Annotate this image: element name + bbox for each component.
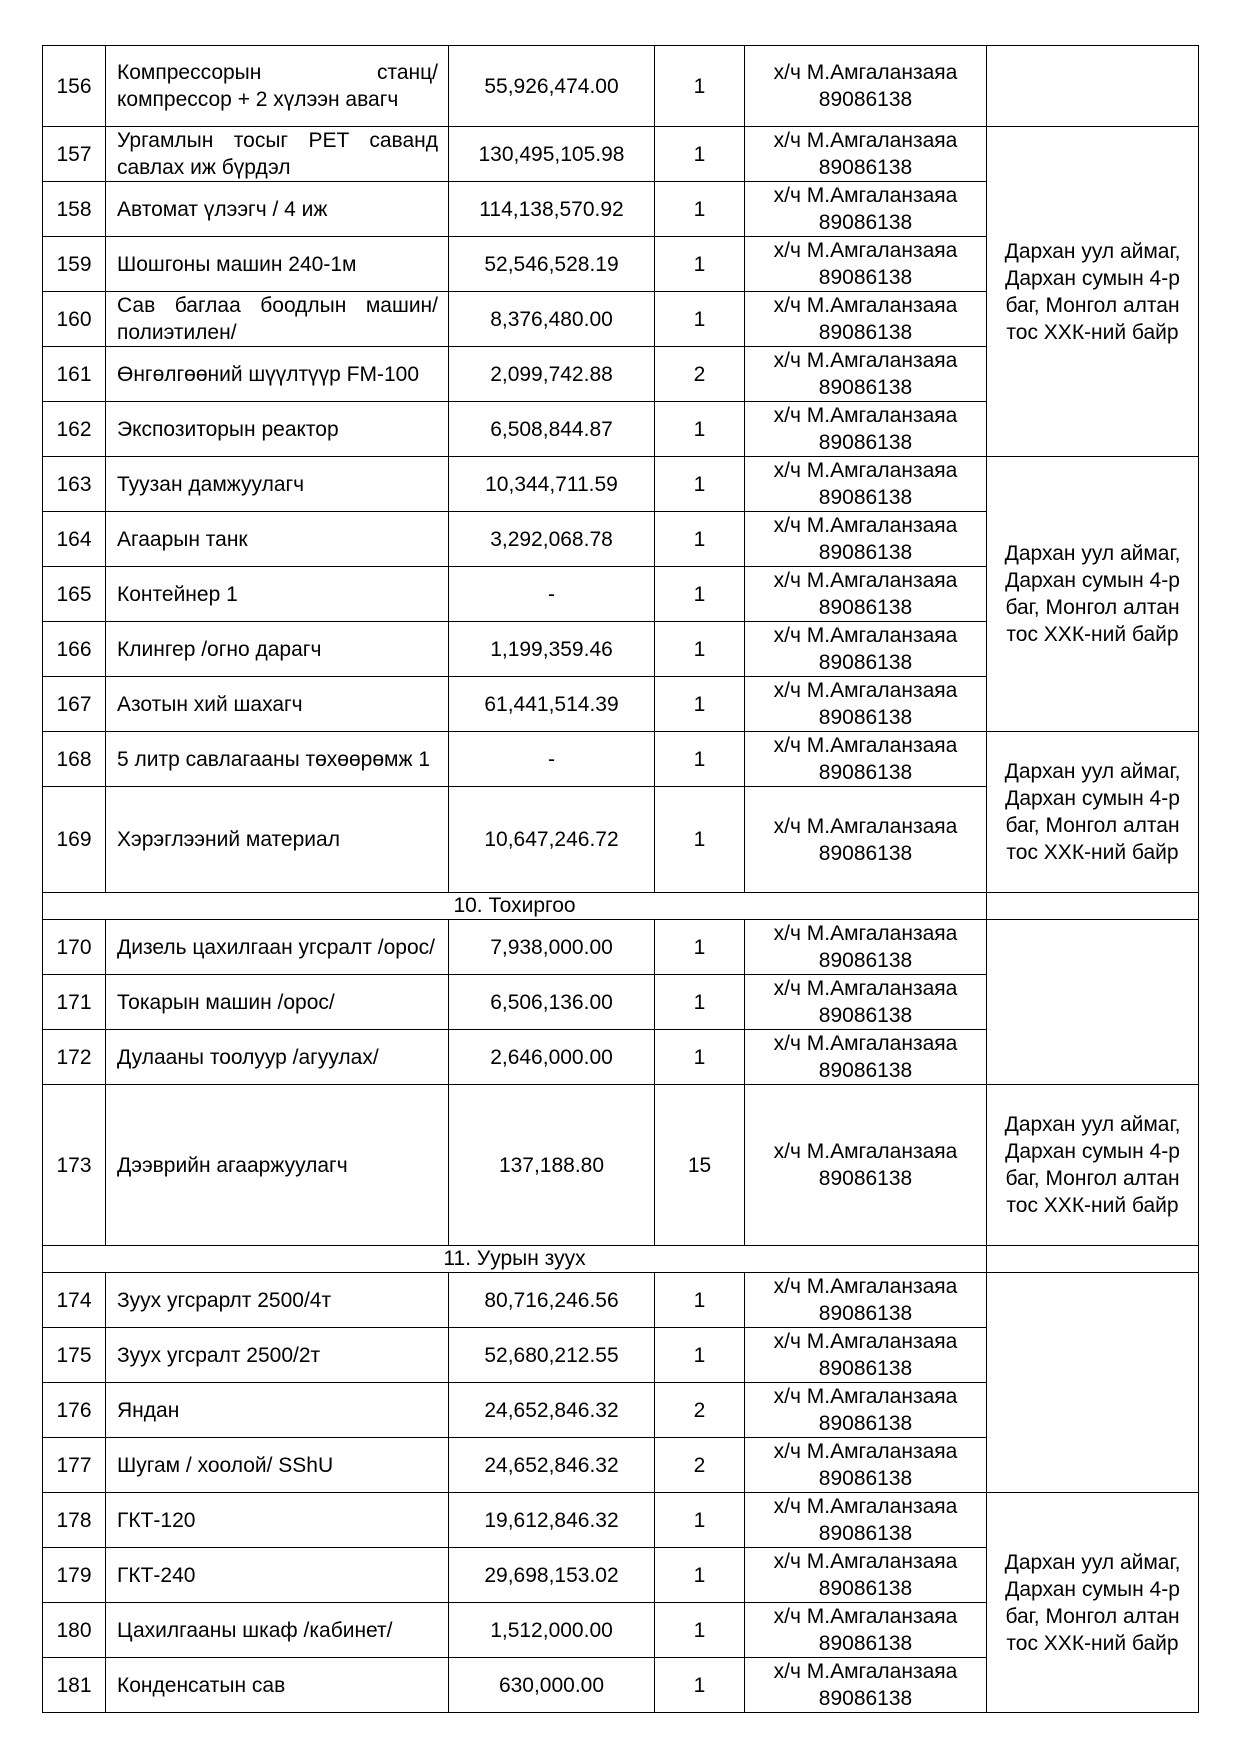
table-row xyxy=(43,457,1199,512)
item-custodian xyxy=(745,347,987,402)
item-custodian xyxy=(745,182,987,237)
custodian-phone: 89086138 xyxy=(818,949,913,972)
table-row xyxy=(43,127,1199,182)
item-value: 55,926,474.00 xyxy=(449,46,655,127)
custodian-phone: 89086138 xyxy=(818,1687,913,1710)
custodian-phone: 89086138 xyxy=(818,761,913,784)
section-heading: 11. Уурын зуух xyxy=(43,1246,987,1273)
item-quantity: 1 xyxy=(655,567,745,622)
custodian-name: х/ч М.Амгаланзаяа xyxy=(773,1660,958,1683)
custodian-name: х/ч М.Амгаланзаяа xyxy=(773,404,958,427)
item-name: Шугам / хоолой/ SShU xyxy=(106,1438,449,1493)
item-quantity: 1 xyxy=(655,1658,745,1713)
row-number: 156 xyxy=(43,46,106,127)
row-number: 179 xyxy=(43,1548,106,1603)
custodian-phone: 89086138 xyxy=(818,266,913,289)
custodian-phone: 89086138 xyxy=(818,841,913,865)
location-cell-empty xyxy=(987,920,1199,1085)
item-name: Хэрэглээний материал xyxy=(106,787,449,893)
table-row xyxy=(43,1085,1199,1246)
custodian-phone: 89086138 xyxy=(818,706,913,729)
item-custodian xyxy=(745,1548,987,1603)
item-quantity: 1 xyxy=(655,1548,745,1603)
item-quantity: 1 xyxy=(655,1328,745,1383)
item-value: 10,647,246.72 xyxy=(449,787,655,893)
custodian-phone: 89086138 xyxy=(818,431,913,454)
custodian-name: х/ч М.Амгаланзаяа xyxy=(773,1440,958,1463)
item-name: Контейнер 1 xyxy=(106,567,449,622)
item-custodian xyxy=(745,512,987,567)
item-quantity: 2 xyxy=(655,1438,745,1493)
custodian-phone: 89086138 xyxy=(818,156,913,179)
row-number: 174 xyxy=(43,1273,106,1328)
item-name: Шошгоны машин 240-1м xyxy=(106,237,449,292)
section-empty-cell xyxy=(987,1246,1199,1273)
custodian-name: х/ч М.Амгаланзаяа xyxy=(773,734,958,757)
item-name: ГКТ-120 xyxy=(106,1493,449,1548)
row-number: 166 xyxy=(43,622,106,677)
item-value: 24,652,846.32 xyxy=(449,1383,655,1438)
custodian-phone: 89086138 xyxy=(818,1412,913,1435)
row-number: 175 xyxy=(43,1328,106,1383)
item-name: Цахилгааны шкаф /кабинет/ xyxy=(106,1603,449,1658)
item-name: Яндан xyxy=(106,1383,449,1438)
custodian-name: х/ч М.Амгаланзаяа xyxy=(773,514,958,537)
item-quantity: 2 xyxy=(655,1383,745,1438)
item-value: 2,646,000.00 xyxy=(449,1030,655,1085)
row-number: 171 xyxy=(43,975,106,1030)
custodian-phone: 89086138 xyxy=(818,651,913,674)
custodian-phone: 89086138 xyxy=(818,1577,913,1600)
item-custodian xyxy=(745,732,987,787)
custodian-name: х/ч М.Амгаланзаяа xyxy=(773,1385,958,1408)
item-quantity: 1 xyxy=(655,1493,745,1548)
custodian-name: х/ч М.Амгаланзаяа xyxy=(773,977,958,1000)
item-name: 5 литр савлагааны төхөөрөмж 1 xyxy=(106,732,449,787)
item-value: - xyxy=(449,732,655,787)
custodian-name: х/ч М.Амгаланзаяа xyxy=(773,1330,958,1353)
row-number: 161 xyxy=(43,347,106,402)
item-name: Экспозиторын реактор xyxy=(106,402,449,457)
section-row xyxy=(43,1246,1199,1273)
item-custodian xyxy=(745,46,987,127)
row-number: 178 xyxy=(43,1493,106,1548)
item-quantity: 1 xyxy=(655,975,745,1030)
row-number: 158 xyxy=(43,182,106,237)
location-cell: Дархан уул аймаг, Дархан сумын 4-р баг, Монгол алтан тос ХХК-ний байр xyxy=(987,127,1199,457)
item-quantity: 1 xyxy=(655,787,745,893)
item-custodian xyxy=(745,567,987,622)
custodian-phone: 89086138 xyxy=(818,1004,913,1027)
item-custodian xyxy=(745,787,987,893)
location-cell: Дархан уул аймаг, Дархан сумын 4-р баг, Монгол алтан тос ХХК-ний байр xyxy=(987,1085,1199,1246)
custodian-name: х/ч М.Амгаланзаяа xyxy=(773,129,958,152)
custodian-name: х/ч М.Амгаланзаяа xyxy=(773,349,958,372)
row-number: 164 xyxy=(43,512,106,567)
item-value: 80,716,246.56 xyxy=(449,1273,655,1328)
row-number: 181 xyxy=(43,1658,106,1713)
custodian-name: х/ч М.Амгаланзаяа xyxy=(773,1550,958,1573)
custodian-name: х/ч М.Амгаланзаяа xyxy=(773,922,958,945)
item-value: 7,938,000.00 xyxy=(449,920,655,975)
item-name: Зуух угсрарлт 2500/4т xyxy=(106,1273,449,1328)
row-number: 163 xyxy=(43,457,106,512)
item-name: Өнгөлгөөний шүүлтүүр FM-100 xyxy=(106,347,449,402)
item-custodian xyxy=(745,1658,987,1713)
table-row xyxy=(43,732,1199,787)
custodian-name: х/ч М.Амгаланзаяа xyxy=(773,239,958,262)
table-row xyxy=(43,1493,1199,1548)
custodian-name: х/ч М.Амгаланзаяа xyxy=(773,184,958,207)
item-value: 61,441,514.39 xyxy=(449,677,655,732)
custodian-phone: 89086138 xyxy=(818,541,913,564)
custodian-name: х/ч М.Амгаланзаяа xyxy=(773,1140,958,1163)
item-custodian xyxy=(745,1328,987,1383)
item-name: Азотын хий шахагч xyxy=(106,677,449,732)
item-quantity: 1 xyxy=(655,622,745,677)
section-heading: 10. Тохиргоо xyxy=(43,893,987,920)
item-quantity: 15 xyxy=(655,1085,745,1246)
row-number: 172 xyxy=(43,1030,106,1085)
item-name: Туузан дамжуулагч xyxy=(106,457,449,512)
location-cell-empty xyxy=(987,46,1199,127)
item-value: 1,512,000.00 xyxy=(449,1603,655,1658)
location-cell-empty xyxy=(987,1273,1199,1493)
item-name: Агаарын танк xyxy=(106,512,449,567)
item-value: 2,099,742.88 xyxy=(449,347,655,402)
item-quantity: 1 xyxy=(655,677,745,732)
custodian-name: х/ч М.Амгаланзаяа xyxy=(773,569,958,592)
custodian-phone: 89086138 xyxy=(818,321,913,344)
custodian-phone: 89086138 xyxy=(818,1467,913,1490)
item-value: 3,292,068.78 xyxy=(449,512,655,567)
row-number: 159 xyxy=(43,237,106,292)
item-name: Ургамлын тосыг PET саванд савлах иж бүрдэл xyxy=(106,127,449,182)
item-custodian xyxy=(745,622,987,677)
custodian-name: х/ч М.Амгаланзаяа xyxy=(773,1495,958,1518)
custodian-phone: 89086138 xyxy=(818,88,913,111)
item-quantity: 1 xyxy=(655,402,745,457)
item-name: Дизель цахилгаан угсралт /орос/ xyxy=(106,920,449,975)
location-cell: Дархан уул аймаг, Дархан сумын 4-р баг, Монгол алтан тос ХХК-ний байр xyxy=(987,1493,1199,1713)
custodian-name: х/ч М.Амгаланзаяа xyxy=(773,1605,958,1628)
row-number: 170 xyxy=(43,920,106,975)
item-custodian xyxy=(745,1493,987,1548)
item-value: 29,698,153.02 xyxy=(449,1548,655,1603)
row-number: 180 xyxy=(43,1603,106,1658)
item-custodian xyxy=(745,1438,987,1493)
row-number: 177 xyxy=(43,1438,106,1493)
item-quantity: 1 xyxy=(655,732,745,787)
table-row xyxy=(43,1273,1199,1328)
item-quantity: 1 xyxy=(655,182,745,237)
item-custodian xyxy=(745,1603,987,1658)
item-value: 24,652,846.32 xyxy=(449,1438,655,1493)
item-quantity: 2 xyxy=(655,347,745,402)
row-number: 162 xyxy=(43,402,106,457)
custodian-name: х/ч М.Амгаланзаяа xyxy=(773,679,958,702)
custodian-phone: 89086138 xyxy=(818,1522,913,1545)
item-value: 19,612,846.32 xyxy=(449,1493,655,1548)
asset-table xyxy=(42,45,1199,1713)
item-custodian xyxy=(745,402,987,457)
item-quantity: 1 xyxy=(655,457,745,512)
item-name: Дулааны тоолуур /агуулах/ xyxy=(106,1030,449,1085)
row-number: 157 xyxy=(43,127,106,182)
custodian-phone: 89086138 xyxy=(818,376,913,399)
item-value: 1,199,359.46 xyxy=(449,622,655,677)
item-quantity: 1 xyxy=(655,46,745,127)
item-value: 630,000.00 xyxy=(449,1658,655,1713)
item-custodian xyxy=(745,292,987,347)
row-number: 169 xyxy=(43,787,106,893)
item-value: 114,138,570.92 xyxy=(449,182,655,237)
item-quantity: 1 xyxy=(655,920,745,975)
item-custodian xyxy=(745,920,987,975)
custodian-name: х/ч М.Амгаланзаяа xyxy=(773,624,958,647)
item-value: - xyxy=(449,567,655,622)
item-value: 52,546,528.19 xyxy=(449,237,655,292)
row-number: 176 xyxy=(43,1383,106,1438)
item-quantity: 1 xyxy=(655,512,745,567)
item-name: Автомат үлээгч / 4 иж xyxy=(106,182,449,237)
item-name: Компрессорын станц/компрессор + 2 хүлээн авагч xyxy=(106,46,449,127)
item-name: Конденсатын сав xyxy=(106,1658,449,1713)
item-custodian xyxy=(745,975,987,1030)
item-value: 10,344,711.59 xyxy=(449,457,655,512)
item-custodian xyxy=(745,1085,987,1246)
custodian-phone: 89086138 xyxy=(818,486,913,509)
section-empty-cell xyxy=(987,893,1199,920)
custodian-phone: 89086138 xyxy=(818,1059,913,1082)
item-value: 130,495,105.98 xyxy=(449,127,655,182)
row-number: 165 xyxy=(43,567,106,622)
item-custodian xyxy=(745,1030,987,1085)
custodian-phone: 89086138 xyxy=(818,1357,913,1380)
section-row xyxy=(43,893,1199,920)
item-value: 8,376,480.00 xyxy=(449,292,655,347)
item-name: Сав баглаа боодлын машин/ полиэтилен/ xyxy=(106,292,449,347)
item-custodian xyxy=(745,127,987,182)
item-custodian xyxy=(745,677,987,732)
location-cell: Дархан уул аймаг, Дархан сумын 4-р баг, Монгол алтан тос ХХК-ний байр xyxy=(987,732,1199,893)
row-number: 160 xyxy=(43,292,106,347)
custodian-name: х/ч М.Амгаланзаяа xyxy=(773,294,958,317)
custodian-phone: 89086138 xyxy=(818,596,913,619)
row-number: 167 xyxy=(43,677,106,732)
item-value: 6,508,844.87 xyxy=(449,402,655,457)
item-quantity: 1 xyxy=(655,292,745,347)
item-quantity: 1 xyxy=(655,1030,745,1085)
item-value: 137,188.80 xyxy=(449,1085,655,1246)
custodian-phone: 89086138 xyxy=(818,1302,913,1325)
item-quantity: 1 xyxy=(655,1603,745,1658)
item-quantity: 1 xyxy=(655,237,745,292)
item-custodian xyxy=(745,457,987,512)
item-name: Клингер /огно дарагч xyxy=(106,622,449,677)
asset-table-body xyxy=(43,46,1199,1713)
custodian-name: х/ч М.Амгаланзаяа xyxy=(773,814,958,838)
item-value: 6,506,136.00 xyxy=(449,975,655,1030)
item-quantity: 1 xyxy=(655,127,745,182)
item-custodian xyxy=(745,1273,987,1328)
location-cell: Дархан уул аймаг, Дархан сумын 4-р баг, Монгол алтан тос ХХК-ний байр xyxy=(987,457,1199,732)
custodian-phone: 89086138 xyxy=(818,211,913,234)
item-name: Токарын машин /орос/ xyxy=(106,975,449,1030)
table-row xyxy=(43,920,1199,975)
custodian-name: х/ч М.Амгаланзаяа xyxy=(773,61,958,84)
item-custodian xyxy=(745,1383,987,1438)
custodian-name: х/ч М.Амгаланзаяа xyxy=(773,1275,958,1298)
item-name: ГКТ-240 xyxy=(106,1548,449,1603)
item-name: Дээврийн агааржуулагч xyxy=(106,1085,449,1246)
item-name: Зуух угсралт 2500/2т xyxy=(106,1328,449,1383)
item-value: 52,680,212.55 xyxy=(449,1328,655,1383)
table-row xyxy=(43,46,1199,127)
custodian-phone: 89086138 xyxy=(818,1632,913,1655)
item-quantity: 1 xyxy=(655,1273,745,1328)
row-number: 168 xyxy=(43,732,106,787)
custodian-name: х/ч М.Амгаланзаяа xyxy=(773,1032,958,1055)
custodian-phone: 89086138 xyxy=(818,1167,913,1190)
custodian-name: х/ч М.Амгаланзаяа xyxy=(773,459,958,482)
item-custodian xyxy=(745,237,987,292)
row-number: 173 xyxy=(43,1085,106,1246)
